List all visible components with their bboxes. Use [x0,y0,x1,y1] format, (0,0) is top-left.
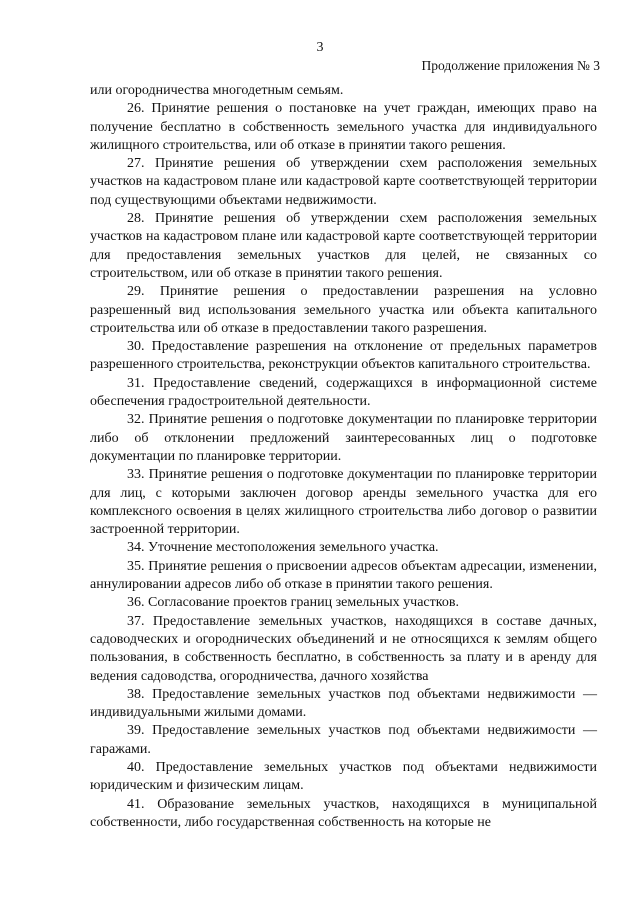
paragraph-item-28: 28. Принятие решения об утверждении схем расположения земельных участков на кадастровом плане или кадастровой карте соответствующей территории для предоставления земельных участков для целей, не связанных со строительством, или об отказе в принятии такого решения. [90,211,597,281]
document-body [90,82,597,832]
paragraph-item-39: 39. Предоставление земельных участков под объектами недвижимости — гаражами. [90,723,597,757]
paragraph-item-40: 40. Предоставление земельных участков под объектами недвижимости юридическим и физическим лицам. [90,759,597,794]
paragraph-item-36: 36. Согласование проектов границ земельных участков. [127,595,459,611]
paragraph-item-31: 31. Предоставление сведений, содержащихся в информационной системе обеспечения градостроительной деятельности. [90,375,597,410]
paragraph-item-34: 34. Уточнение местоположения земельного участка. [127,540,439,556]
paragraph-continuation: или огородничества многодетным семьям. [90,83,344,98]
appendix-continuation-note: Продолжение приложения № 3 [421,58,600,73]
paragraph-item-41: 41. Образование земельных участков, находящихся в муниципальной собственности, либо государственная собственность на которые не [90,796,597,830]
paragraph-item-32: 32. Принятие решения о подготовке документации по планировке территории либо об отклонении предложений заинтересованных лиц о подготовке документации по планировке территории. [90,412,597,464]
paragraph-item-35: 35. Принятие решения о присвоении адресов объектам адресации, изменении, аннулировании адресов либо об отказе в принятии такого решения. [90,558,597,593]
page-number: 3 [316,40,324,55]
paragraph-item-29: 29. Принятие решения о предоставлении разрешения на условно разрешенный вид использования земельного участка или объекта капитального строительства или об отказе в предоставлении такого разрешения. [90,284,597,336]
paragraph-item-33: 33. Принятие решения о подготовке документации по планировке территории для лиц, с которыми заключен договор аренды земельного участка для его комплексного освоения в целях жилищного строительства либо договор о развитии застроенной территории. [90,467,597,538]
paragraph-item-30: 30. Предоставление разрешения на отклонение от предельных параметров разрешенного строительства, реконструкции объектов капитального строительства. [90,339,597,373]
paragraph-item-27: 27. Принятие решения об утверждении схем расположения земельных участков на кадастровом плане или кадастровой карте соответствующей территории под существующими объектами недвижимости. [90,156,597,208]
paragraph-item-37: 37. Предоставление земельных участков, находящихся в составе дачных, садоводческих и огороднических объединений и не относящихся к землям общего пользования, в собственность бесплатно, в собственность за плату и в аренду для ведения садоводства, огородничества, дачного хозяйства [90,613,597,684]
paragraph-item-38: 38. Предоставление земельных участков под объектами недвижимости — индивидуальными жилыми домами. [90,686,597,721]
paragraph-item-26: 26. Принятие решения о постановке на учет граждан, имеющих право на получение бесплатно в собственность земельного участка для индивидуального жилищного строительства, или об отказе в принятии такого решения. [90,101,597,153]
